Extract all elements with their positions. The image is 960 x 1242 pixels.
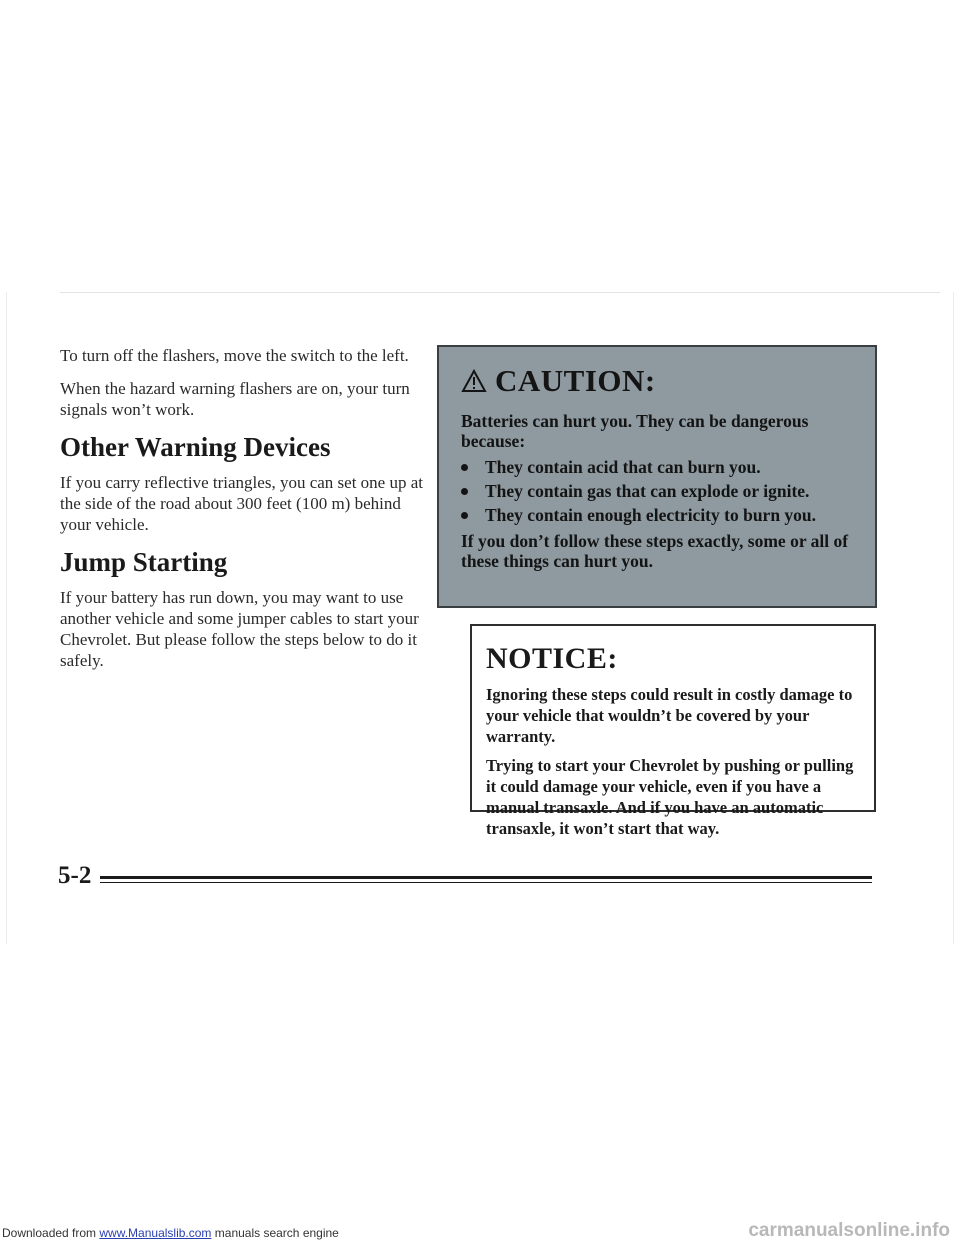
- caution-bullet: They contain enough electricity to burn you.: [461, 505, 855, 525]
- caution-bullet: They contain acid that can burn you.: [461, 457, 855, 477]
- manualslib-link[interactable]: www.Manualslib.com: [99, 1226, 212, 1240]
- triangles-paragraph: If you carry reflective triangles, you can set one up at the side of the road about 300 feet (100 m) behind your vehicle.: [60, 473, 423, 534]
- hazard-paragraph: When the hazard warning flashers are on, your turn signals won’t work.: [60, 379, 410, 419]
- jump-starting-heading: Jump Starting: [60, 547, 228, 577]
- left-column: [60, 345, 430, 683]
- notice-box: [470, 624, 876, 838]
- footer-rule: [100, 876, 872, 879]
- bullet-dot-icon: [461, 512, 468, 519]
- page-number: 5-2: [58, 862, 92, 889]
- footer-rule-thin: [100, 882, 872, 883]
- bullet-dot-icon: [461, 488, 468, 495]
- bullet-dot-icon: [461, 464, 468, 471]
- site-watermark: carmanualsonline.info: [748, 1220, 950, 1241]
- caution-box: [437, 345, 877, 608]
- caution-bullet: They contain gas that can explode or ignite.: [461, 481, 855, 501]
- battery-paragraph: If your battery has run down, you may want to use another vehicle and some jumper cables to start your Chevrolet. But please follow the steps below to do it safely.: [60, 588, 419, 670]
- caution-title: [461, 363, 855, 399]
- flasher-off-paragraph: To turn off the flashers, move the switch to the left.: [60, 346, 409, 365]
- caution-label: CAUTION:: [495, 363, 656, 398]
- download-suffix: manuals search engine: [211, 1226, 339, 1240]
- download-prefix: Downloaded from: [2, 1226, 100, 1240]
- notice-paragraph-pushing: Trying to start your Chevrolet by pushing or pulling it could damage your vehicle, even if you have a manual transaxle. And if you have an automatic transaxle, it won’t start that way.: [486, 756, 854, 838]
- notice-label: NOTICE:: [486, 642, 618, 675]
- other-warning-devices-heading: Other Warning Devices: [60, 432, 331, 462]
- caution-intro: Batteries can hurt you. They can be dangerous because:: [461, 411, 809, 451]
- top-divider: [60, 292, 940, 293]
- download-source-line: [2, 1226, 339, 1240]
- caution-outro: If you don’t follow these steps exactly, some or all of these things can hurt you.: [461, 531, 849, 571]
- warning-triangle-icon: [461, 369, 487, 393]
- caution-bullet-list: [461, 457, 855, 525]
- notice-paragraph-damage: Ignoring these steps could result in costly damage to your vehicle that wouldn’t be covered by your warranty.: [486, 685, 853, 746]
